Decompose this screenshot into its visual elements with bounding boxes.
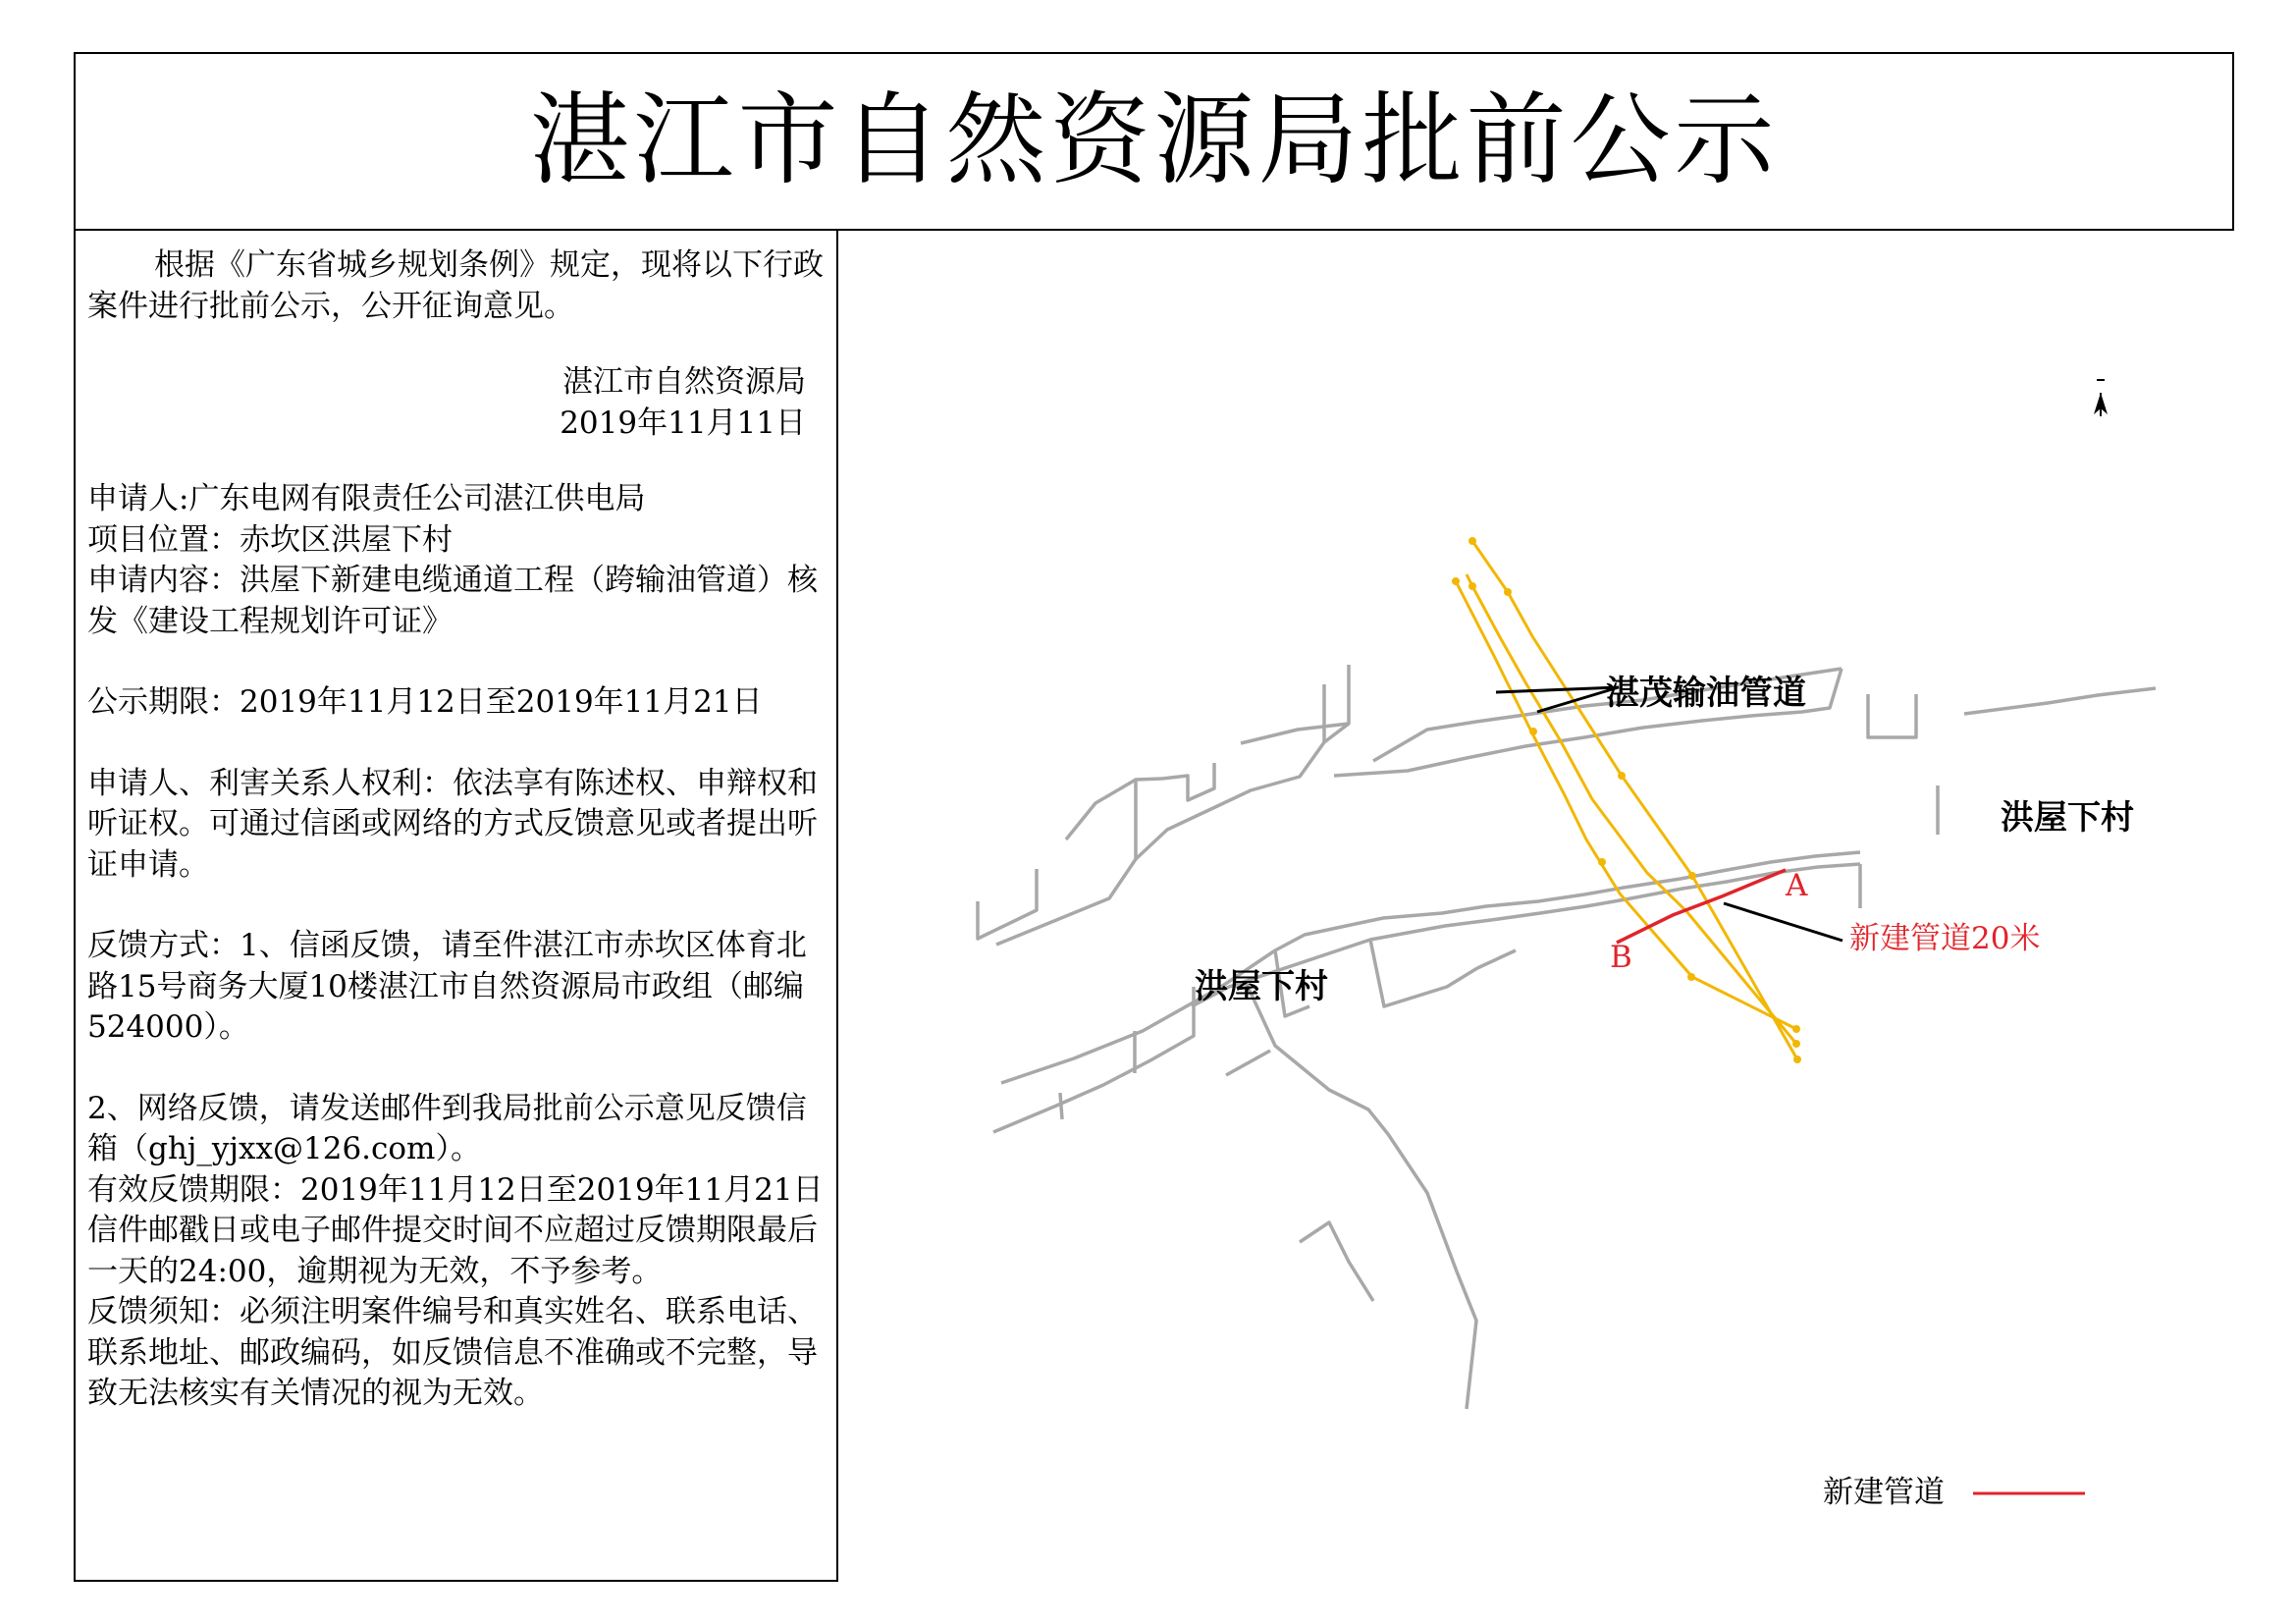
application-content: 申请内容：洪屋下新建电缆通道工程（跨输油管道）核发《建设工程规划许可证》 xyxy=(87,563,818,639)
rights-text: 申请人、利害关系人权利：依法享有陈述权、申辩权和听证权。可通过信函或网络的方式反馈意见或者提出听证申请。 xyxy=(87,765,818,883)
issuer: 湛江市自然资源局 xyxy=(562,364,806,400)
feedback-email: 2、网络反馈，请发送邮件到我局批前公示意见反馈信箱（ghj_yjxx@126.com）。 xyxy=(87,1090,807,1166)
village-label-east: 洪屋下村 xyxy=(2001,798,2134,838)
point-a-label: A xyxy=(1786,868,1808,903)
legend-label: 新建管道 xyxy=(1823,1475,1945,1510)
site-map xyxy=(838,231,2234,1582)
title-row xyxy=(76,54,2232,231)
pipeline-label: 湛茂输油管道 xyxy=(1606,674,1806,713)
village-label-west: 洪屋下村 xyxy=(1195,967,1328,1006)
requirements-text: 反馈须知：必须注明案件编号和真实姓名、联系电话、联系地址、邮政编码，如反馈信息不准确或不完整，导致无法核实有关情况的视为无效。 xyxy=(87,1294,818,1411)
intro-text: 根据《广东省城乡规划条例》规定，现将以下行政案件进行批前公示，公开征询意见。 xyxy=(87,247,824,324)
valid-period: 有效反馈期限：2019年11月12日至2019年11月21日 xyxy=(87,1171,824,1208)
project-location: 项目位置：赤坎区洪屋下村 xyxy=(87,521,453,558)
point-b-label: B xyxy=(1610,940,1632,975)
map-visible xyxy=(838,231,2234,1582)
issue-date: 2019年11月11日 xyxy=(560,405,806,441)
new-pipe-label: 新建管道20米 xyxy=(1849,921,2041,956)
notice-text xyxy=(87,245,833,1415)
feedback-letter: 反馈方式：1、信函反馈，请至件湛江市赤坎区体育北路15号商务大厦10楼湛江市自然资源局市政组（邮编524000）。 xyxy=(87,928,807,1045)
notice-frame xyxy=(74,52,2234,1582)
applicant: 申请人:广东电网有限责任公司湛江供电局 xyxy=(87,481,646,516)
page-title: 湛江市自然资源局批前公示 xyxy=(529,82,1779,199)
postmark-text: 信件邮戳日或电子邮件提交时间不应超过反馈期限最后一天的24:00，逾期视为无效，不予参考。 xyxy=(87,1213,818,1289)
publicity-period: 公示期限：2019年11月12日至2019年11月21日 xyxy=(87,684,763,720)
